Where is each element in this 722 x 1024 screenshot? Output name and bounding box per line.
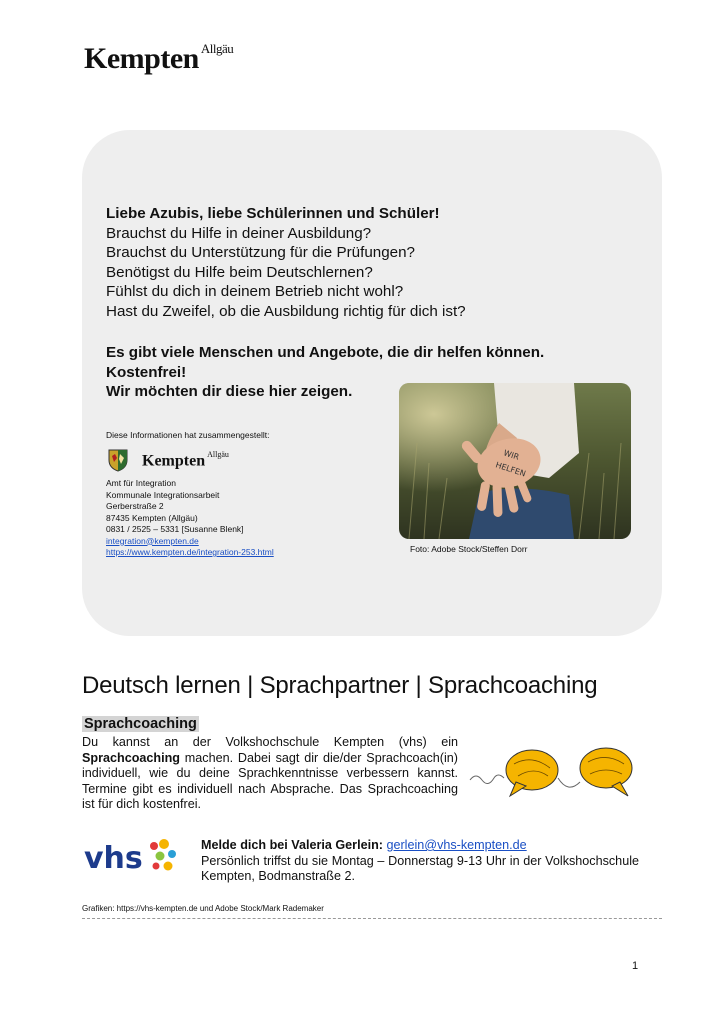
sub-heading: Sprachcoaching: [84, 716, 197, 732]
footer-divider: [82, 918, 662, 919]
vhs-email-link[interactable]: gerlein@vhs-kempten.de: [386, 838, 527, 852]
integration-email-link[interactable]: integration@kempten.de: [106, 535, 199, 546]
offer-line: Kostenfrei!: [106, 363, 187, 381]
logo-sup-text: Allgäu: [200, 41, 234, 56]
contact-block: [201, 838, 639, 885]
logo-main-text: Kempten: [84, 42, 199, 75]
small-logo-main: Kempten: [142, 452, 206, 470]
compiled-label: Diese Informationen hat zusammengestellt:: [106, 430, 270, 440]
intro-line: Brauchst du Hilfe in deiner Ausbildung?: [106, 224, 372, 242]
sprachcoaching-description: [82, 735, 458, 813]
small-kempten-logo: [142, 452, 229, 470]
intro-line: Benötigst du Hilfe beim Deutschlernen?: [106, 263, 373, 281]
address-line: 0831 / 2525 – 5331 [Susanne Blenk]: [106, 524, 244, 534]
body-part-1: Du kannst an der Volkshochschule Kempten (vhs) ein: [82, 735, 458, 749]
hand-photo: [399, 383, 631, 539]
vhs-logo-text: vhs: [84, 841, 143, 876]
speech-bubbles-icon: [468, 744, 638, 800]
intro-line: Fühlst du dich in deinem Betrieb nicht wohl?: [106, 283, 404, 300]
intro-greeting: Liebe Azubis, liebe Schülerinnen und Schüler!: [106, 205, 440, 222]
address-line: 87435 Kempten (Allgäu): [106, 512, 198, 523]
address-line: Amt für Integration: [106, 478, 176, 488]
intro-questions: [106, 204, 606, 321]
hand-photo-image: [399, 383, 631, 539]
address-line: Kommunale Integrationsarbeit: [106, 489, 220, 500]
coat-of-arms-icon: [106, 448, 130, 472]
integration-website-link[interactable]: https://www.kempten.de/integration-253.html: [106, 547, 274, 557]
offer-line: Es gibt viele Menschen und Angebote, die dir helfen können.: [106, 344, 545, 361]
page-number: 1: [632, 960, 639, 972]
section-title: Deutsch lernen | Sprachpartner | Sprachcoaching: [82, 672, 598, 699]
hand-text-2: HELFEN: [494, 460, 527, 479]
intro-line: Brauchst du Unterstützung für die Prüfungen?: [106, 244, 416, 261]
vhs-logo: [84, 836, 184, 876]
graphics-credits: Grafiken: https://vhs-kempten.de und Adobe Stock/Mark Rademaker: [82, 904, 324, 913]
address-block: [106, 478, 274, 559]
body-part-2: machen. Dabei sagt dir die/der Sprachcoach(in) individuell, wie du deine Sprachkenntnisse verbessern kannst. Termine gibt es individuell nach Absprache. Das Sprachcoaching ist für dich kostenfrei.: [82, 750, 458, 812]
kempten-logo: [84, 42, 233, 76]
small-logo-sup: Allgäu: [207, 450, 229, 459]
body-bold: Sprachcoaching: [82, 750, 180, 765]
photo-caption: Foto: Adobe Stock/Steffen Dorr: [410, 544, 528, 554]
address-line: Gerberstraße 2: [106, 501, 164, 511]
intro-line: Hast du Zweifel, ob die Ausbildung richtig für dich ist?: [106, 302, 466, 320]
contact-text: Persönlich triffst du sie Montag – Donnerstag 9-13 Uhr in der Volkshochschule Kempten, Bodmanstraße 2.: [201, 853, 639, 884]
offer-line: Wir möchten dir diese hier zeigen.: [106, 383, 353, 400]
contact-label: Melde dich bei Valeria Gerlein:: [201, 838, 383, 852]
hand-text-1: WIR: [502, 448, 521, 462]
